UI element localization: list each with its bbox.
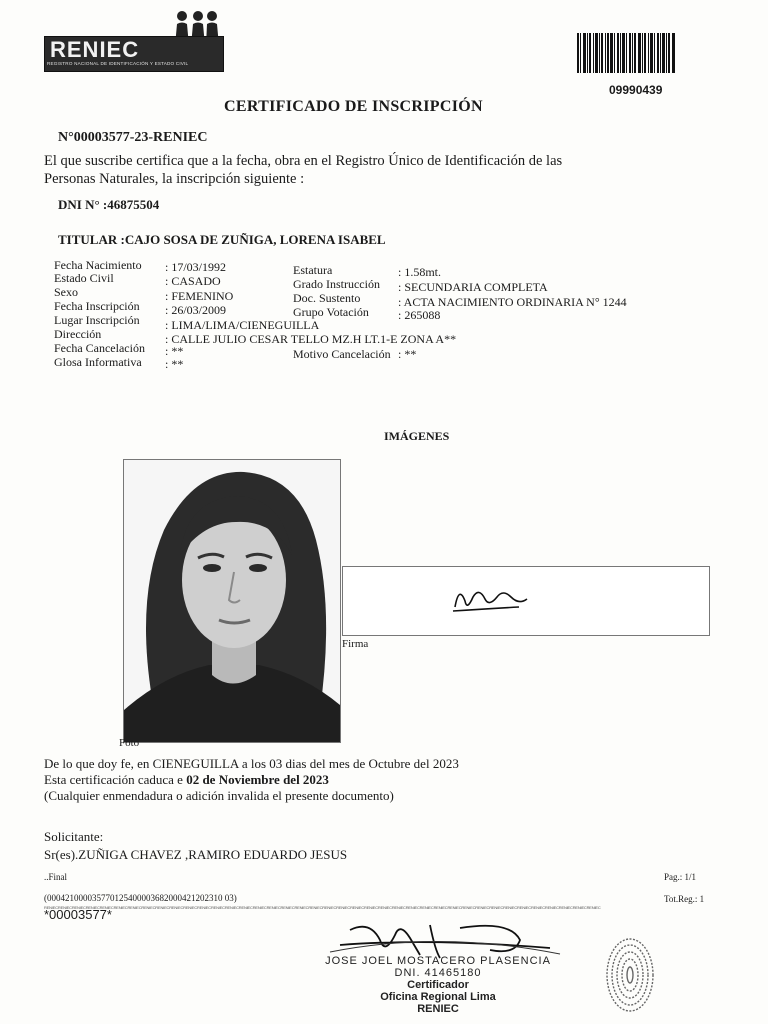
doc-sustento-value: : ACTA NACIMIENTO ORDINARIA N° 1244	[398, 295, 627, 309]
signature-label: Firma	[342, 638, 369, 650]
direccion-label: Dirección	[54, 327, 102, 341]
glosa-informativa-label: Glosa Informativa	[54, 355, 142, 369]
doc-sustento-label: Doc. Sustento	[293, 291, 361, 305]
intro-line-1: El que suscribe certifica que a la fecha, obra en el Registro Único de Identificación de las	[44, 153, 563, 169]
lugar-inscripcion-label: Lugar Inscripción	[54, 313, 140, 327]
motivo-cancelacion-label: Motivo Cancelación	[293, 347, 391, 361]
sexo-label: Sexo	[54, 285, 78, 299]
closing-line-1: De lo que doy fe, en CIENEGUILLA a los 03 dias del mes de Octubre del 2023	[44, 756, 459, 771]
barcode	[577, 33, 675, 73]
photo-label: Foto	[119, 737, 140, 749]
solicitante-name: Sr(es).ZUÑIGA CHAVEZ ,RAMIRO EDUARDO JESUS	[44, 847, 348, 862]
estatura-label: Estatura	[293, 263, 333, 277]
fingerprint-icon	[604, 935, 656, 1015]
fecha-nacimiento-label: Fecha Nacimiento	[54, 258, 142, 272]
expiry-prefix: Esta certificación caduca e	[44, 772, 183, 787]
logo-text: RENIEC	[50, 37, 140, 62]
sexo-value: : FEMENINO	[165, 289, 234, 303]
motivo-cancelacion-value: : **	[398, 347, 417, 361]
direccion-value: : CALLE JULIO CESAR TELLO MZ.H LT.1-E ZONA A**	[165, 332, 457, 346]
estado-civil-label: Estado Civil	[54, 271, 114, 285]
fecha-nacimiento-value: : 17/03/1992	[165, 260, 227, 274]
document-title: CERTIFICADO DE INSCRIPCIÓN	[224, 98, 483, 115]
expiry-date: 02 de Noviembre del 2023	[186, 772, 329, 787]
certifier-office: Oficina Regional Lima	[380, 991, 496, 1003]
fecha-cancelacion-label: Fecha Cancelación	[54, 341, 145, 355]
certifier-dni: DNI. 41465180	[394, 967, 482, 979]
barcode-number: 09990439	[609, 83, 663, 97]
certificate-number: N°00003577-23-RENIEC	[58, 130, 208, 145]
fecha-cancelacion-value: : **	[165, 344, 184, 358]
intro-text	[44, 152, 644, 188]
estado-civil-value: : CASADO	[165, 274, 221, 288]
microtext-line: RENIECRENIECRENIECRENIECRENIECRENIECRENIECRENIECRENIECRENIECRENIECRENIECRENIECRENIECRENIECRENIECRENIECRENIECRENIECRENIECRENIECRENIECRENIECRENIECRENIECRENIECRENIECRENIECRENIECRENIECRENIECRENIECRENIECRENIECRENIECRENIECRENIECRENIECRENIECRENIEC	[44, 905, 601, 910]
grado-instruccion-value: : SECUNDARIA COMPLETA	[398, 280, 548, 294]
portrait-photo	[123, 459, 341, 743]
page-number: Pag.: 1/1	[664, 872, 697, 882]
solicitante-label: Solicitante:	[44, 829, 104, 844]
dni-number: DNI N° :46875504	[58, 197, 160, 212]
asterisk-code: *00003577*	[44, 907, 112, 922]
grupo-votacion-label: Grupo Votación	[293, 305, 369, 319]
fecha-inscripcion-value: : 26/03/2009	[165, 303, 227, 317]
certifier-org: RENIEC	[417, 1003, 459, 1015]
total-records: Tot.Reg.: 1	[664, 894, 705, 904]
images-heading: IMÁGENES	[384, 429, 450, 443]
closing-line-3: (Cualquier enmendadura o adición invalida el presente documento)	[44, 788, 394, 803]
fecha-inscripcion-label: Fecha Inscripción	[54, 299, 140, 313]
grupo-votacion-value: : 265088	[398, 308, 441, 322]
certifier-role: Certificador	[407, 979, 469, 991]
glosa-informativa-value: : **	[165, 357, 184, 371]
reniec-logo	[44, 10, 224, 72]
signature-box	[342, 566, 710, 636]
final-marker: ..Final	[44, 872, 68, 882]
intro-line-2: Personas Naturales, la inscripción siguiente :	[44, 171, 305, 187]
lugar-inscripcion-value: : LIMA/LIMA/CIENEGUILLA	[165, 318, 320, 332]
certifier-name: JOSE JOEL MOSTACERO PLASENCIA	[325, 955, 551, 967]
logo-subtitle: REGISTRO NACIONAL DE IDENTIFICACIÓN Y ESTADO CIVIL	[47, 61, 189, 66]
estatura-value: : 1.58mt.	[398, 265, 442, 279]
control-code: (000421000035770125400003682000421202310 03)	[44, 893, 237, 903]
closing-line-2	[44, 772, 329, 788]
grado-instruccion-label: Grado Instrucción	[293, 277, 380, 291]
titular-name: TITULAR :CAJO SOSA DE ZUÑIGA, LORENA ISABEL	[58, 232, 386, 247]
certifier-block	[318, 955, 558, 1015]
